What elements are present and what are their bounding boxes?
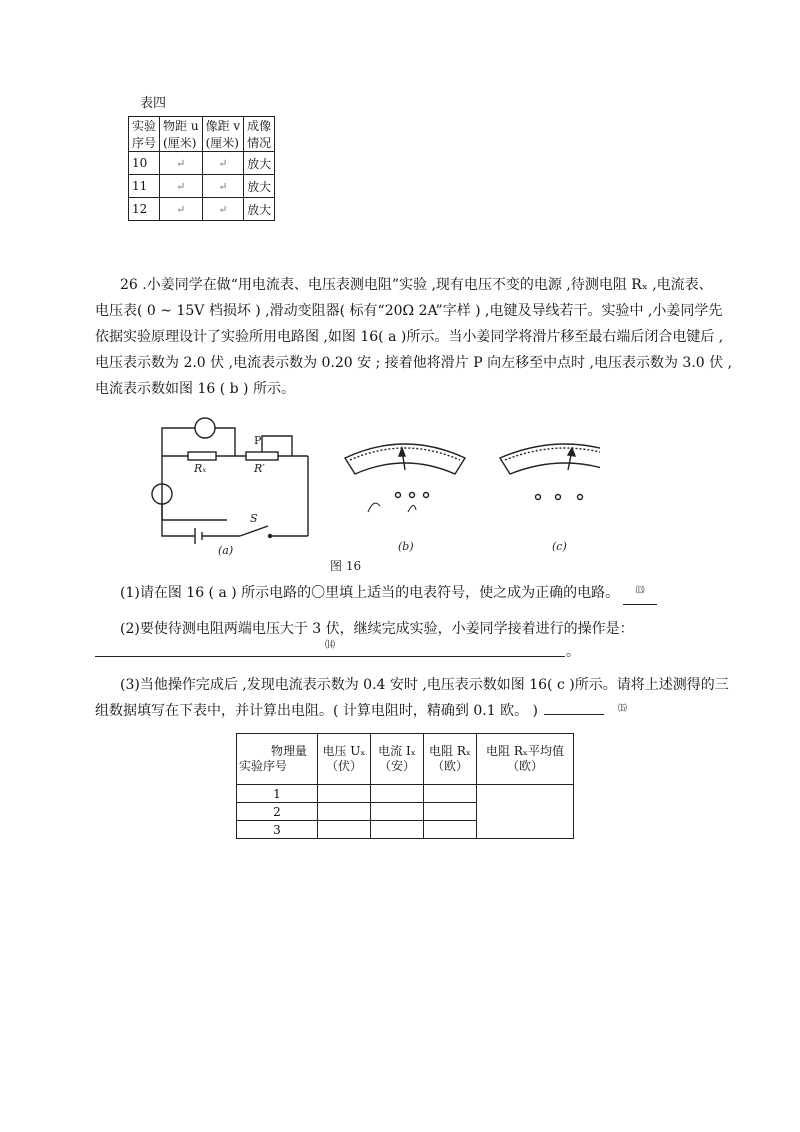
t4-header-img: 成像 情况	[244, 117, 275, 152]
label-rx: Rₓ	[194, 462, 207, 475]
t4-header-no: 实验 序号	[129, 117, 160, 152]
table-row	[129, 175, 275, 198]
problem-line-4: 电压表示数为 2.0 伏 ,电流表示数为 0.20 安 ; 接着他将滑片 P 向左移至中点时 ,电压表示数为 3.0 伏 ,	[95, 355, 733, 371]
corner-bottom-label: 实验序号	[239, 759, 288, 773]
mark-14: ⒁	[325, 640, 335, 651]
caption-c: (c)	[552, 540, 567, 553]
meter-circle-top	[195, 418, 215, 438]
t4-cell-no: 11	[129, 175, 160, 198]
t4-cell-img: 放大	[244, 198, 275, 221]
problem-line-5: 电流表示数如图 16 ( b ) 所示。	[95, 381, 295, 397]
cell-current[interactable]	[371, 821, 424, 839]
voltmeter-c	[500, 444, 600, 500]
cell-voltage[interactable]	[318, 821, 371, 839]
label-p: P	[254, 434, 262, 447]
cell-resistance[interactable]	[424, 803, 477, 821]
mark-13: ⒀	[635, 586, 645, 596]
row-number: 3	[237, 821, 318, 839]
figure-16	[140, 408, 600, 578]
cell-voltage[interactable]	[318, 785, 371, 803]
ammeter-b	[345, 444, 465, 512]
col-header-current: 电流 Iₓ （安）	[371, 734, 424, 785]
question-1-text: (1)请在图 16 ( a ) 所示电路的〇里填上适当的电表符号，使之成为正确的电路。	[120, 585, 620, 601]
t4-cell-v: ↵	[202, 198, 244, 221]
t4-cell-v: ↵	[202, 152, 244, 175]
table4	[128, 116, 275, 221]
cell-resistance[interactable]	[424, 785, 477, 803]
t4-cell-no: 12	[129, 198, 160, 221]
problem-line-1: 26 .小姜同学在做“用电流表、电压表测电阻”实验 ,现有电压不变的电源 ,待测电阻 Rₓ ,电流表、	[120, 277, 713, 293]
cell-voltage[interactable]	[318, 803, 371, 821]
caption-b: (b)	[398, 540, 414, 553]
table-row	[129, 198, 275, 221]
table-row	[237, 785, 574, 803]
row-number: 2	[237, 803, 318, 821]
rheostat-r-prime	[246, 452, 278, 460]
resistor-rx	[188, 452, 216, 460]
col-header-resistance: 电阻 Rₓ （欧）	[424, 734, 477, 785]
answer-blank-14[interactable]	[95, 640, 565, 657]
t4-cell-u: ↵	[160, 175, 203, 198]
mark-15: ⒂	[618, 704, 628, 714]
data-table	[236, 733, 574, 839]
table4-caption: 表四	[140, 96, 167, 111]
label-s: S	[250, 512, 258, 525]
question-3-line-2	[95, 702, 627, 722]
figure-title: 图 16	[330, 559, 362, 573]
t4-cell-img: 放大	[244, 152, 275, 175]
col-header-average: 电阻 Rₓ平均值 （欧）	[477, 734, 574, 785]
row-number: 1	[237, 785, 318, 803]
answer-blank-13[interactable]	[623, 584, 657, 605]
answer-blank-15[interactable]	[544, 714, 604, 715]
switch-s	[240, 526, 268, 536]
cell-average-resistance[interactable]	[477, 785, 574, 839]
question-2: (2)要使待测电阻两端电压大于 3 伏，继续完成实验，小姜同学接着进行的操作是：	[120, 621, 634, 637]
label-r-prime: R′	[254, 462, 265, 475]
question-3-line-1: (3)当他操作完成后 ,发现电流表示数为 0.4 安时 ,电压表示数如图 16( c )所示。请将上述测得的三	[120, 677, 729, 693]
cell-resistance[interactable]	[424, 821, 477, 839]
table-row	[129, 152, 275, 175]
col-header-voltage: 电压 Uₓ （伏）	[318, 734, 371, 785]
question-3-text: 组数据填写在下表中，并计算出电阻。( 计算电阻时，精确到 0.1 欧。 )	[95, 703, 538, 719]
cell-current[interactable]	[371, 785, 424, 803]
question-2-end: 。	[566, 644, 580, 660]
t4-header-v: 像距 v (厘米)	[202, 117, 244, 152]
problem-line-2: 电压表( 0 ~ 15V 档损坏 ) ,滑动变阻器( 标有“20Ω 2A”字样 ) ,电键及导线若干。实验中 ,小姜同学先	[95, 303, 723, 319]
corner-top-label: 物理量	[270, 744, 307, 758]
t4-cell-no: 10	[129, 152, 160, 175]
t4-cell-u: ↵	[160, 198, 203, 221]
caption-a: (a)	[218, 544, 234, 557]
question-1	[120, 584, 657, 605]
t4-cell-img: 放大	[244, 175, 275, 198]
cell-current[interactable]	[371, 803, 424, 821]
problem-line-3: 依据实验原理设计了实验所用电路图 ,如图 16( a )所示。当小姜同学将滑片移至最右端后闭合电键后 ,	[95, 329, 724, 345]
t4-cell-v: ↵	[202, 175, 244, 198]
t4-header-u: 物距 u (厘米)	[160, 117, 203, 152]
t4-cell-u: ↵	[160, 152, 203, 175]
circuit-diagram-a	[152, 418, 308, 544]
corner-header	[237, 734, 318, 785]
